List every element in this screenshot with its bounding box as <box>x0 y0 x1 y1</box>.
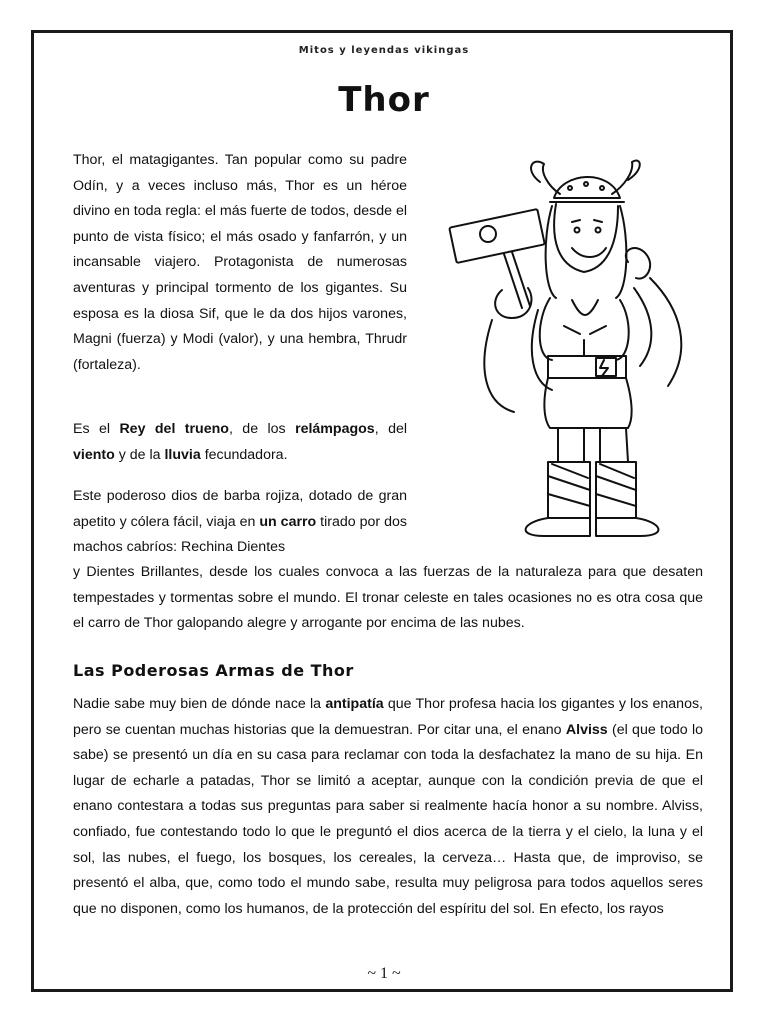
section-heading: Las Poderosas Armas de Thor <box>73 661 354 680</box>
intro-paragraph-2: Es el Rey del trueno, de los relámpagos, del viento y de la lluvia fecundadora. <box>73 421 407 463</box>
bold-term: un carro <box>259 513 317 530</box>
bold-term: Rey del trueno <box>119 421 229 437</box>
bold-term: antipatía <box>325 696 384 712</box>
running-header: Mitos y leyendas vikingas <box>298 45 470 56</box>
bold-term: relámpagos <box>295 421 375 437</box>
bold-term: viento <box>73 446 115 463</box>
intro-paragraph-3: Este poderoso dios de barba rojiza, dotado de gran apetito y cólera fácil, viaja en un carro tirado por dos machos cabríos: Rechina Dientes <box>73 488 407 556</box>
page-title: Thor <box>338 80 430 120</box>
page-number: ~ 1 ~ <box>367 965 401 982</box>
intro-paragraph-1: Thor, el matagigantes. Tan popular como su padre Odín, y a veces incluso más, Thor es un héroe divino en toda regla: el más fuerte de todos, desde el punto de vista físico; el más osado y fanfarrón, y un incansable viajero. Protagonista de numerosas aventuras y principal tormento de los gigantes. Su esposa es la diosa Sif, que le da dos hijos varones, Magni (fuerza) y Modi (valor), y una hembra, Thrudr (fortaleza). <box>73 152 407 373</box>
intro-paragraph-3-continued: y Dientes Brillantes, desde los cuales convoca a las fuerzas de la naturaleza para que desaten tempestades y tormentas sobre el mundo. El tronar celeste en tales ocasiones no es otra cosa que el carro de Thor galopando alegre y arrogante por encima de las nubes. <box>73 564 703 632</box>
bold-term: lluvia <box>164 446 201 463</box>
section-paragraph-1: Nadie sabe muy bien de dónde nace la antipatía que Thor profesa hacia los gigantes y los enanos, pero se cuentan muchas historias que la demuestran. Por citar una, el enano Alviss (el que todo lo sabe) se presentó un día en su casa para reclamar con toda la desfachatez la mano de su hija. En lugar de echarle a patadas, Thor se limitó a aceptar, aunque con la condición previa de que el enano contestara a todas sus preguntas para saber si realmente hacía honor a su nombre. Alviss, confiado, fue contestando todo lo que le preguntó el dios acerca de la tierra y el cielo, la luna y el sol, las nubes, el fuego, los bosques, los cereales, la cerveza… Hasta que, de improviso, se presentó el alba, que, como todo el mundo sabe, resulta muy peligrosa para todos aquellos seres que no disponen, como los humanos, de la protección del espíritu del sol. En efecto, los rayos <box>73 696 703 917</box>
bold-term: Alviss <box>565 721 608 738</box>
thor-illustration <box>432 150 728 548</box>
